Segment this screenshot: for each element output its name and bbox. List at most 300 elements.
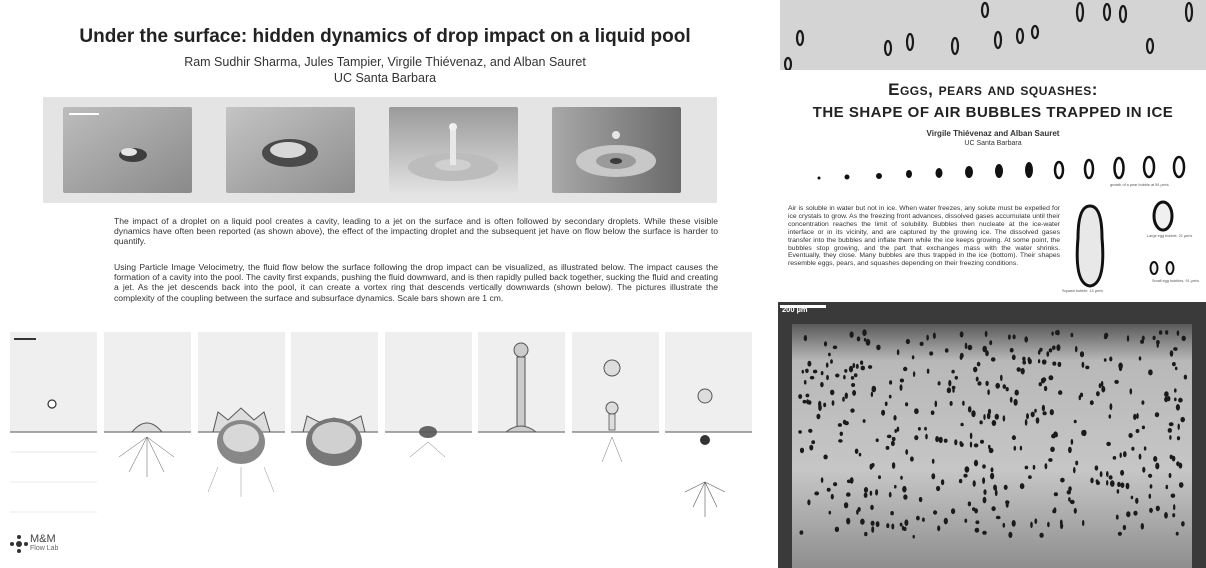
trapped-bubble <box>1165 330 1168 335</box>
trapped-bubble <box>855 449 859 454</box>
trapped-bubble <box>864 532 867 536</box>
trapped-bubble <box>910 456 914 461</box>
trapped-bubble <box>1075 346 1078 352</box>
trapped-bubble <box>1074 508 1077 514</box>
trapped-bubble <box>1014 399 1018 406</box>
trapped-bubble <box>938 381 941 385</box>
trapped-bubble <box>900 476 903 480</box>
trapped-bubble <box>1106 442 1111 446</box>
trapped-bubble <box>891 441 895 446</box>
trapped-bubble <box>960 355 963 360</box>
trapped-bubble <box>1106 471 1109 477</box>
trapped-bubble <box>996 516 1001 520</box>
trapped-bubble <box>1166 485 1169 490</box>
trapped-bubble <box>1060 478 1065 483</box>
trapped-bubble <box>813 370 817 374</box>
trapped-bubble <box>905 449 908 455</box>
trapped-bubble <box>1046 351 1049 357</box>
trapped-bubble <box>1130 388 1133 394</box>
trapped-bubble <box>1013 335 1016 340</box>
trapped-bubble <box>913 535 915 539</box>
trapped-bubble <box>1025 466 1029 470</box>
drop-impact-photo-3 <box>389 107 518 193</box>
trapped-bubble <box>985 381 988 386</box>
trapped-bubble <box>868 365 872 369</box>
trapped-bubble <box>972 507 975 511</box>
trapped-bubble <box>922 518 925 522</box>
trapped-bubble <box>1174 398 1177 402</box>
trapped-bubble <box>854 373 858 377</box>
trapped-bubble <box>1068 497 1071 502</box>
left-poster-authors: Ram Sudhir Sharma, Jules Tampier, Virgile Thiévenaz, and Alban Sauret <box>184 55 586 69</box>
trapped-bubble <box>1156 506 1160 512</box>
trapped-bubble <box>1171 494 1176 498</box>
trapped-bubble <box>1153 336 1156 340</box>
trapped-bubble <box>971 410 975 417</box>
trapped-bubble <box>891 524 894 530</box>
trapped-bubble <box>1042 405 1045 412</box>
trapped-bubble <box>916 516 920 521</box>
logo-text-mm: M&M <box>30 533 56 545</box>
trapped-bubble <box>906 339 910 344</box>
trapped-bubble <box>875 489 878 495</box>
trapped-bubble <box>1049 348 1053 352</box>
trapped-bubble <box>1052 362 1056 366</box>
trapped-bubble <box>1139 454 1142 460</box>
trapped-bubble <box>995 383 1000 389</box>
trapped-bubble <box>965 343 968 350</box>
piv-panel-5 <box>385 332 472 562</box>
trapped-bubble <box>968 345 973 350</box>
trapped-bubble <box>964 519 967 523</box>
trapped-bubble <box>889 395 892 399</box>
trapped-bubble <box>1172 456 1176 462</box>
trapped-bubble <box>987 389 990 395</box>
trapped-bubble <box>818 401 821 408</box>
trapped-bubble <box>937 525 940 531</box>
trapped-bubble <box>863 419 866 423</box>
trapped-bubble <box>950 401 953 406</box>
trapped-bubble <box>851 383 855 387</box>
trapped-bubble <box>856 364 859 369</box>
trapped-bubble <box>1060 523 1063 529</box>
trapped-bubble <box>824 341 827 346</box>
trapped-bubble <box>1173 504 1175 510</box>
trapped-bubble <box>1039 533 1043 538</box>
trapped-bubble <box>1030 522 1033 528</box>
trapped-bubble <box>1068 447 1072 453</box>
trapped-bubble <box>1181 521 1185 526</box>
trapped-bubble <box>1058 362 1062 367</box>
trapped-bubble <box>833 482 837 486</box>
trapped-bubble <box>857 336 861 341</box>
trapped-bubble <box>828 353 831 357</box>
trapped-bubble <box>994 486 997 491</box>
trapped-bubble <box>860 361 863 365</box>
trapped-bubble <box>991 506 995 511</box>
trapped-bubble <box>1177 436 1180 440</box>
piv-panel-2 <box>104 332 191 562</box>
trapped-bubble <box>912 355 915 359</box>
left-poster-title: Under the surface: hidden dynamics of drop impact on a liquid pool <box>79 26 691 47</box>
trapped-bubble <box>1120 482 1124 488</box>
trapped-bubble <box>1176 532 1179 536</box>
trapped-bubble <box>871 526 874 533</box>
trapped-bubble <box>952 386 956 390</box>
trapped-bubble <box>970 442 972 448</box>
trapped-bubble <box>1050 409 1054 415</box>
drop-impact-photo-4 <box>552 107 681 193</box>
trapped-bubble <box>1038 359 1040 363</box>
trapped-bubble <box>1169 422 1174 426</box>
drop-impact-photo-2 <box>226 107 355 193</box>
trapped-bubble <box>1110 480 1115 487</box>
trapped-bubble <box>838 439 843 443</box>
trapped-bubble <box>1141 523 1144 530</box>
trapped-bubble <box>1008 532 1012 538</box>
trapped-bubble <box>1106 480 1108 486</box>
trapped-bubble <box>897 349 900 355</box>
trapped-bubble <box>1058 390 1062 395</box>
trapped-bubble <box>1178 424 1180 430</box>
trapped-bubble <box>804 380 807 385</box>
trapped-bubble <box>1178 398 1183 403</box>
trapped-bubble <box>878 475 881 479</box>
trapped-bubble <box>989 448 994 453</box>
trapped-bubble <box>843 420 847 425</box>
trapped-bubble <box>870 505 874 510</box>
trapped-bubble <box>831 494 834 500</box>
trapped-bubble <box>1114 380 1119 384</box>
trapped-bubble <box>1082 520 1084 526</box>
trapped-bubble <box>1149 508 1153 513</box>
trapped-bubble <box>1099 383 1102 388</box>
trapped-bubble <box>827 488 831 492</box>
trapped-bubble <box>1113 456 1117 460</box>
trapped-bubble <box>902 486 906 493</box>
trapped-bubble <box>933 333 936 339</box>
piv-panel-6 <box>478 332 565 562</box>
trapped-bubble <box>975 520 979 524</box>
piv-panel-1 <box>10 332 97 562</box>
trapped-bubble <box>850 408 854 412</box>
trapped-bubble <box>838 423 842 427</box>
trapped-bubble <box>1126 483 1130 490</box>
trapped-bubble <box>806 394 810 398</box>
trapped-bubble <box>809 445 813 451</box>
trapped-bubble <box>1104 333 1108 338</box>
trapped-bubble <box>1006 502 1009 507</box>
trapped-bubble <box>1012 355 1016 361</box>
trapped-bubble <box>1045 463 1048 469</box>
trapped-bubble <box>823 403 826 408</box>
left-paragraph-2: Using Particle Image Velocimetry, the fluid flow below the surface following the drop impact can be visualized, as illustrated below. The impact causes the formation of a cavity into the pool. The cavity first expands, pushing the fluid downward, and is then rapidly pulled back together, sucking the fluid and creating a jet. As the jet descends back into the pool, it can create a vortex ring that descends vertically downwards (shown below). The pictures illustrate the complexity of the coupling between the surface and subsurface dynamics. Scale bars shown are 1 cm. <box>114 262 718 303</box>
trapped-bubble <box>1136 429 1140 433</box>
trapped-bubble <box>1177 330 1180 336</box>
trapped-bubble <box>1075 461 1078 466</box>
trapped-bubble <box>1034 409 1037 413</box>
trapped-bubble <box>850 331 854 337</box>
trapped-bubble <box>947 387 951 393</box>
trapped-bubble <box>1055 330 1059 335</box>
trapped-bubble <box>1067 490 1071 494</box>
trapped-bubble <box>973 480 976 487</box>
trapped-bubble <box>1044 386 1047 391</box>
trapped-bubble <box>1164 391 1169 397</box>
trapped-bubble <box>1168 428 1172 433</box>
trapped-bubble <box>1010 397 1013 403</box>
left-poster-affiliation: UC Santa Barbara <box>333 71 437 85</box>
trapped-bubble <box>864 493 868 498</box>
trapped-bubble <box>1051 332 1053 336</box>
trapped-bubble <box>1149 494 1152 499</box>
trapped-bubble <box>973 367 977 373</box>
trapped-bubble <box>1142 426 1145 430</box>
trapped-bubble <box>944 518 948 525</box>
trapped-bubble <box>1003 384 1007 389</box>
trapped-bubble <box>968 501 971 506</box>
trapped-bubble <box>821 477 824 483</box>
trapped-bubble <box>980 440 984 444</box>
trapped-bubble <box>1017 367 1021 372</box>
trapped-bubble <box>1073 467 1076 473</box>
trapped-bubble <box>1142 467 1145 473</box>
trapped-bubble <box>929 351 933 355</box>
trapped-bubble <box>849 366 853 373</box>
trapped-bubble <box>1090 478 1093 484</box>
trapped-bubble <box>1173 347 1177 351</box>
trapped-bubble <box>1116 515 1119 520</box>
trapped-bubble <box>1012 435 1016 440</box>
trapped-bubble <box>1127 335 1129 342</box>
trapped-bubble <box>1096 479 1099 483</box>
trapped-bubble <box>1095 465 1099 470</box>
trapped-bubble <box>871 392 873 398</box>
trapped-bubble <box>904 519 908 526</box>
trapped-bubble <box>1135 498 1138 504</box>
trapped-bubble <box>1133 511 1137 516</box>
trapped-bubble <box>886 523 889 528</box>
trapped-bubble <box>1047 522 1050 528</box>
trapped-bubble <box>1141 400 1144 404</box>
trapped-bubble <box>1153 456 1157 462</box>
trapped-bubble <box>948 380 951 387</box>
trapped-bubble <box>1139 356 1142 360</box>
trapped-bubble <box>1004 485 1008 490</box>
trapped-bubble <box>1109 475 1113 479</box>
trapped-bubble <box>1144 446 1147 450</box>
trapped-bubble <box>1155 412 1159 417</box>
trapped-bubble <box>932 459 935 464</box>
trapped-bubble <box>1048 458 1052 462</box>
piv-panel-4 <box>291 332 378 562</box>
trapped-bubble <box>995 414 999 420</box>
trapped-bubble <box>903 527 906 531</box>
trapped-bubble <box>1042 377 1046 382</box>
trapped-bubble <box>920 342 924 346</box>
trapped-bubble <box>992 420 997 426</box>
right-poster-body: Air is soluble in water but not in ice. When water freezes, any solute must be expelled for ice crystals to grow. As the freezing front advances, dissolved gases accumulate until their concentration reaches the limit of solubility. Bubbles then nucleate at the ice-water interface or in its vicinity, and are captured by the growing ice. The dissolved gases transfer into the bubbles and inflate them while the ice keeps growing. At some point, the bubbles stop growing, and the part that exchanges mass with the water shrinks. Eventually, they close. Many bubbles are thus trapped in the ice (bottom). Their shapes resemble eggs, pears, and squashes depending on their freezing conditions. <box>788 205 1060 268</box>
trapped-bubble <box>1096 391 1100 396</box>
trapped-bubble <box>876 345 880 351</box>
trapped-bubble <box>933 510 937 514</box>
trapped-bubble <box>1120 452 1122 458</box>
trapped-bubble <box>844 502 848 508</box>
trapped-bubble <box>979 420 982 424</box>
trapped-bubble <box>1174 388 1177 392</box>
trapped-bubble <box>806 399 809 404</box>
trapped-bubble <box>1131 447 1134 451</box>
trapped-bubble <box>814 491 819 495</box>
trapped-bubble <box>1052 346 1056 350</box>
trapped-bubble <box>982 464 986 468</box>
trapped-bubble <box>808 429 812 433</box>
trapped-bubble <box>919 497 923 502</box>
trapped-bubble <box>1042 411 1046 415</box>
trapped-bubble <box>935 436 939 442</box>
trapped-bubble <box>802 370 804 374</box>
bubble-shapes-figure <box>1062 198 1206 298</box>
trapped-bubble <box>1123 525 1126 530</box>
trapped-bubble <box>859 453 862 457</box>
top-photo-strip <box>43 97 717 203</box>
trapped-bubble <box>800 448 804 454</box>
trapped-bubble <box>1118 532 1122 536</box>
trapped-bubble <box>864 487 868 493</box>
trapped-bubble <box>823 455 827 460</box>
trapped-bubble <box>840 432 843 436</box>
trapped-bubble <box>1010 348 1014 353</box>
trapped-bubble <box>988 409 991 415</box>
trapped-bubble <box>887 435 892 439</box>
trapped-bubble <box>871 463 874 468</box>
trapped-bubble <box>903 494 907 499</box>
trapped-bubble <box>798 430 802 434</box>
trapped-bubble <box>804 335 807 341</box>
trapped-bubble <box>1028 475 1032 479</box>
trapped-bubble <box>856 509 859 514</box>
trapped-bubble <box>1126 511 1130 517</box>
trapped-bubble <box>830 359 833 364</box>
trapped-bubble <box>1031 412 1035 418</box>
trapped-bubble <box>860 519 865 525</box>
trapped-bubble <box>807 361 811 367</box>
trapped-bubble <box>1071 439 1074 445</box>
trapped-bubble <box>1109 357 1112 362</box>
trapped-bubble <box>925 434 928 440</box>
trapped-bubble <box>1025 419 1028 426</box>
trapped-bubble <box>983 414 985 420</box>
drop-impact-photo-1 <box>63 107 192 193</box>
trapped-bubble <box>833 346 837 350</box>
trapped-bubble <box>900 384 903 391</box>
trapped-bubble <box>968 406 972 412</box>
trapped-bubble <box>1110 403 1113 410</box>
trapped-bubble <box>983 497 987 504</box>
trapped-bubble <box>835 374 839 378</box>
trapped-bubble <box>1038 350 1041 355</box>
trapped-bubble <box>1131 496 1134 500</box>
piv-panel-3 <box>198 332 285 562</box>
trapped-bubble <box>965 466 970 472</box>
trapped-bubble <box>816 414 820 420</box>
trapped-bubble <box>1156 340 1160 345</box>
trapped-bubble <box>1085 366 1089 370</box>
trapped-bubble <box>1117 482 1121 487</box>
trapped-bubble <box>1164 512 1168 519</box>
trapped-bubble <box>843 375 846 379</box>
trapped-bubble <box>886 446 890 450</box>
trapped-bubble <box>1049 375 1054 380</box>
bubble-header-image <box>780 0 1206 70</box>
trapped-bubble <box>1003 523 1006 528</box>
trapped-bubble <box>989 340 992 345</box>
trapped-bubble <box>982 477 985 484</box>
trapped-bubble <box>951 508 955 514</box>
trapped-bubble <box>1090 400 1094 405</box>
trapped-bubble <box>1070 500 1075 504</box>
trapped-bubble <box>894 485 897 489</box>
trapped-bubble <box>945 348 949 352</box>
trapped-bubble <box>991 467 994 472</box>
trapped-bubble <box>846 518 850 525</box>
trapped-bubble <box>900 379 904 383</box>
trapped-bubble <box>1080 351 1084 357</box>
trapped-bubble <box>941 479 944 485</box>
trapped-bubble <box>1080 393 1083 398</box>
trapped-bubble <box>903 367 907 371</box>
trapped-bubble <box>1170 350 1174 356</box>
trapped-bubble <box>935 401 938 408</box>
trapped-bubble <box>1184 375 1187 380</box>
trapped-bubble <box>892 462 895 469</box>
trapped-bubble <box>1039 382 1042 386</box>
ice-bubbles-photo <box>778 302 1206 568</box>
trapped-bubble <box>1082 362 1085 368</box>
trapped-bubble <box>975 528 980 533</box>
trapped-bubble <box>1117 489 1120 494</box>
trapped-bubble <box>962 401 965 406</box>
trapped-bubble <box>960 331 964 337</box>
trapped-bubble <box>864 338 867 342</box>
trapped-bubble <box>931 473 935 479</box>
right-poster-authors: Virgile Thiévenaz and Alban Sauret <box>926 129 1060 138</box>
trapped-bubble <box>830 390 834 396</box>
logo-text-flow-lab: Flow Lab <box>30 545 59 552</box>
trapped-bubble <box>1142 336 1145 341</box>
piv-sequence-strip <box>0 332 750 562</box>
trapped-bubble <box>807 499 810 505</box>
squash-bubble-label: Squash bubble, 13 µm/s <box>1062 289 1104 293</box>
trapped-bubble <box>974 460 978 467</box>
trapped-bubble <box>1012 520 1016 527</box>
trapped-bubble <box>939 437 943 443</box>
trapped-bubble <box>1015 390 1019 396</box>
trapped-bubble <box>832 400 835 406</box>
trapped-bubble <box>876 438 879 442</box>
trapped-bubble <box>1054 433 1058 437</box>
trapped-bubble <box>918 427 921 431</box>
trapped-bubble <box>850 477 854 484</box>
trapped-bubble <box>1133 414 1136 420</box>
lab-logo-icon <box>8 533 30 555</box>
trapped-bubble <box>970 433 973 439</box>
piv-panel-7 <box>572 332 659 562</box>
trapped-bubble <box>872 386 877 393</box>
trapped-bubble <box>985 331 988 337</box>
trapped-bubble <box>1150 484 1153 488</box>
trapped-bubble <box>1026 413 1029 419</box>
